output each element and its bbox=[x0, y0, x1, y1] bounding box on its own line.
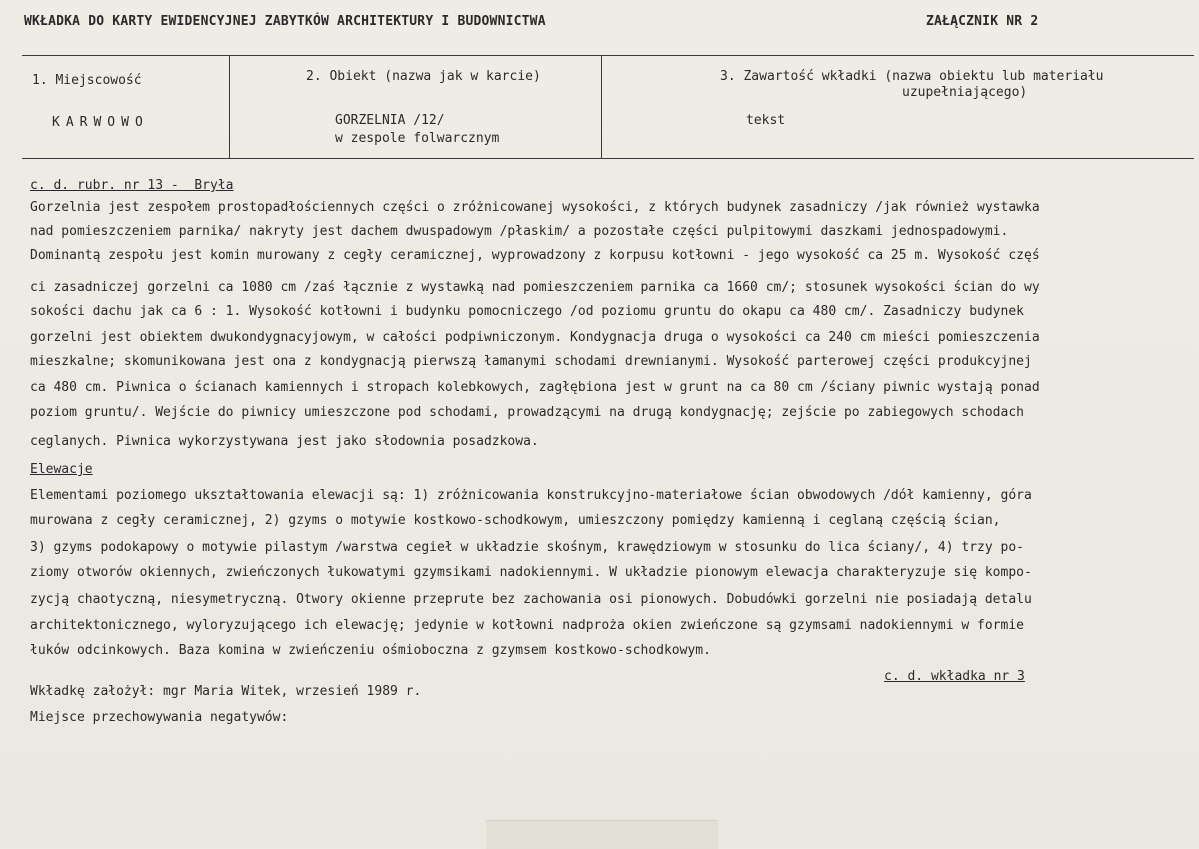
section2-heading: Elewacje bbox=[30, 462, 93, 477]
object-label: 2. Obiekt (nazwa jak w karcie) bbox=[306, 69, 541, 84]
section1-line: gorzelni jest obiektem dwukondygnacyjowym, w całości podpiwniczonym. Kondygnacja druga o wysokości ca 240 cm mieści pomieszczenia bbox=[30, 330, 1040, 345]
section2-line: architektonicznego, wyloryzującego ich elewację; jedynie w kotłowni nadproża okien zwieńczone są gzymsami nadokiennymi w formie bbox=[30, 618, 1024, 633]
section2-line: Elementami poziomego ukształtowania elewacji są: 1) zróżnicowania konstrukcyjno-materiałowe ścian obwodowych /dół kamienny, góra bbox=[30, 488, 1032, 503]
negatives-line: Miejsce przechowywania negatywów: bbox=[30, 710, 289, 725]
section1-line: mieszkalne; skomunikowana jest ona z kondygnacją pierwszą łamanymi schodami drewnianymi. Wysokość parterowej części produkcyjnej bbox=[30, 354, 1032, 369]
section2-line: ziomy otworów okiennych, zwieńczonych łukowatymi gzymsikami nadokiennymi. W układzie pionowym elewacja charakteryzuje się kompo- bbox=[30, 565, 1032, 580]
section2-line: łuków odcinkowych. Baza komina w zwieńczeniu ośmioboczna z gzymsem kostkowo-schodkowym. bbox=[30, 643, 711, 658]
content-label-line1: 3. Zawartość wkładki (nazwa obiektu lub materiału bbox=[720, 69, 1104, 84]
section1-line: Gorzelnia jest zespołem prostopadłościennych części o zróżnicowanej wysokości, z których budynek zasadniczy /jak również wystawka bbox=[30, 200, 1040, 215]
section1-heading: c. d. rubr. nr 13 - Bryła bbox=[30, 178, 234, 193]
section1-line: ceglanych. Piwnica wykorzystywana jest jako słodownia posadzkowa. bbox=[30, 434, 539, 449]
locality-value: KARWOWO bbox=[52, 115, 149, 130]
paper-tab bbox=[486, 820, 718, 849]
column-divider-1 bbox=[229, 55, 230, 159]
section1-line: Dominantą zespołu jest komin murowany z cegły ceramicznej, wyprowadzony z korpusu kotłowni - jego wysokość ca 25 m. Wysokość częś bbox=[30, 248, 1040, 263]
object-value-line2: w zespole folwarcznym bbox=[335, 131, 500, 146]
section1-line: poziom gruntu/. Wejście do piwnicy umieszczone pod schodami, prowadzącymi na drugą kondygnację; zejście po zabiegowych schodach bbox=[30, 405, 1024, 420]
author-line: Wkładkę założył: mgr Maria Witek, wrzesień 1989 r. bbox=[30, 684, 422, 699]
section2-line: zycją chaotyczną, niesymetryczną. Otwory okienne przeprute bez zachowania osi pionowych. Dobudówki gorzelni nie posiadają detalu bbox=[30, 592, 1032, 607]
section1-line: ci zasadniczej gorzelni ca 1080 cm /zaś łącznie z wystawką nad pomieszczeniem parnika ca 1660 cm/; stosunek wysokości ścian do wy bbox=[30, 280, 1040, 295]
section2-line: 3) gzyms podokapowy o motywie pilastym /warstwa cegieł w układzie skośnym, krawędziowym w stosunku do lica ściany/, 4) trzy po- bbox=[30, 540, 1024, 555]
object-value-line1: GORZELNIA /12/ bbox=[335, 113, 445, 128]
continuation-note: c. d. wkładka nr 3 bbox=[884, 669, 1025, 684]
section2-line: murowana z cegły ceramicznej, 2) gzyms o motywie kostkowo-schodkowym, umieszczony pomiędzy kamienną i ceglaną częścią ścian, bbox=[30, 513, 1001, 528]
section1-line: nad pomieszczeniem parnika/ nakryty jest dachem dwuspadowym /płaskim/ a pozostałe części pulpitowymi daszkami jednospadowymi. bbox=[30, 224, 1009, 239]
content-value: tekst bbox=[746, 113, 786, 128]
column-divider-2 bbox=[601, 55, 602, 159]
section1-line: sokości dachu jak ca 6 : 1. Wysokość kotłowni i budynku pomocniczego /od poziomu gruntu do okapu ca 480 cm/. Zasadniczy budynek bbox=[30, 304, 1024, 319]
table-top-rule bbox=[22, 55, 1194, 56]
locality-label: 1. Miejscowość bbox=[32, 73, 142, 88]
content-label-line2: uzupełniającego) bbox=[902, 85, 1028, 100]
attachment-number: ZAŁĄCZNIK NR 2 bbox=[926, 14, 1039, 29]
section1-line: ca 480 cm. Piwnica o ścianach kamiennych i stropach kolebkowych, zagłębiona jest w grunt na ca 80 cm /ściany piwnic wystają ponad bbox=[30, 380, 1040, 395]
table-bottom-rule bbox=[22, 158, 1194, 159]
document-title: WKŁADKA DO KARTY EWIDENCYJNEJ ZABYTKÓW ARCHITEKTURY I BUDOWNICTWA bbox=[24, 14, 546, 29]
